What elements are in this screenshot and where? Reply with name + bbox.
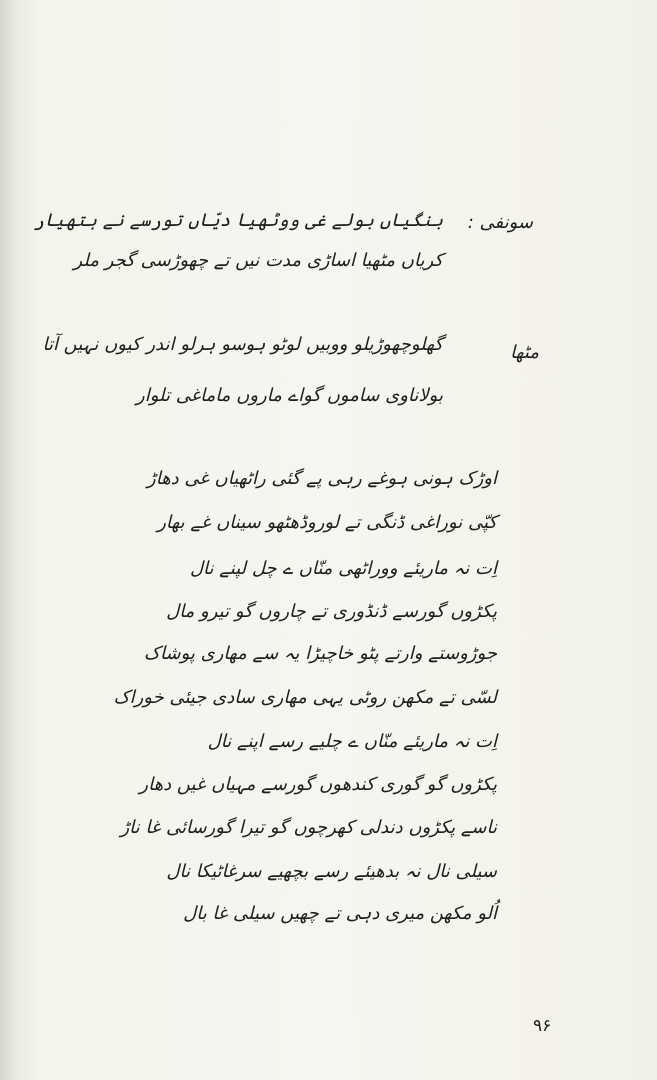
dialogue-line: بنگیاں بولے غی ووٹھیا دیّاں تورسے نے ہتھیار — [33, 210, 443, 231]
verse-line: اِت نہ ماریئے ووراٹھی منّاں ے چل لپنے نال — [189, 558, 497, 579]
page-number: ۹۶ — [533, 1016, 552, 1036]
verse-line: پکڑوں گورسے ڈنڈوری تے چاروں گو تیرو مال — [166, 601, 497, 622]
verse-line: سیلی نال نہ بدھیئے رسے بچھیے سرغاٹیکا نال — [166, 861, 497, 882]
dialogue-line: گھلوچھوڑیلو ووبیں لوٹو ہوسو ہرلو اندر کیوں نہیں آتا — [42, 334, 443, 355]
verse-line: اوڑک ہونی ہوغے رہی پے گئی راٹھیاں غی دھاڑ — [147, 468, 497, 489]
dialogue-line: کریاں مٹھیا اساڑی مدت نیں تے چھوڑسی گجر ملر — [73, 250, 443, 271]
verse-line: اُلو مکھن میری دہی تے چھیں سیلی غا بال — [183, 903, 497, 924]
speaker-label-mitha: مٹھا — [510, 342, 539, 363]
verse-line: کپّی نوراغی ڈنگی تے لوروڈھٹھو سیناں غے بھار — [157, 512, 497, 533]
spine-shadow — [0, 0, 18, 1080]
verse-line: لسّی تے مکھن روٹی یہی مھاری سادی جیئی خوراک — [113, 687, 497, 708]
verse-line: اِت نہ ماریئے منّاں ے چلیے رسے اپنے نال — [207, 731, 497, 752]
speaker-label-sonfi: سونفی : — [467, 212, 533, 233]
verse-line: جوڑوستے وارتے پٹو خاچیڑا یہ سے مھاری پوشاک — [143, 643, 497, 664]
verse-line: پکڑوں گو گوری کندھوں گورسے مہیاں غیں دھار — [139, 774, 497, 795]
verse-line: ناسے پکڑوں دندلی کھرچوں گو تیرا گورسائی غا ناڑ — [120, 817, 497, 838]
dialogue-line: بولاناوی ساموں گواے ماروں ماماغی تلوار — [136, 385, 443, 406]
